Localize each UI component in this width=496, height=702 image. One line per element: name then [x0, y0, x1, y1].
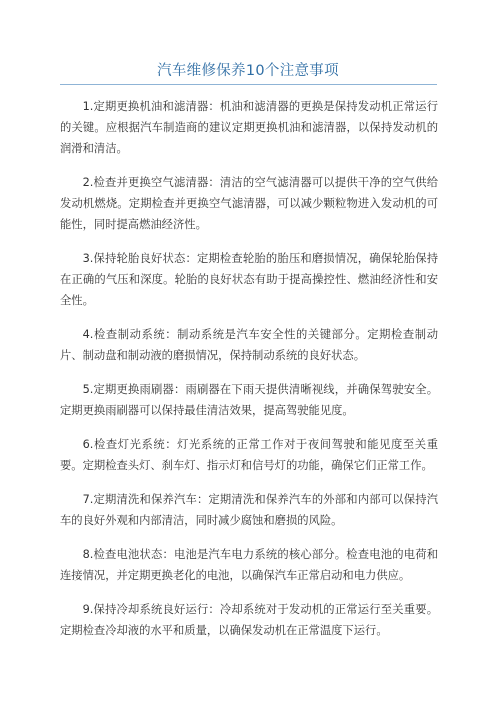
document-title: 汽车维修保养10个注意事项	[157, 63, 339, 79]
paragraph-3: 3.保持轮胎良好状态：定期检查轮胎的胎压和磨损情况，确保轮胎保持在正确的气压和深度。轮胎的良好状态有助于提高操控性、燃油经济性和安全性。	[60, 252, 438, 307]
title-divider	[60, 84, 437, 85]
document-body	[60, 96, 438, 654]
paragraph-6: 6.检查灯光系统：灯光系统的正常工作对于夜间驾驶和能见度至关重要。定期检查头灯、刹车灯、指示灯和信号灯的功能，确保它们正常工作。	[60, 438, 438, 472]
paragraph-2: 2.检查并更换空气滤清器：清洁的空气滤清器可以提供干净的空气供给发动机燃烧。定期检查并更换空气滤清器，可以减少颗粒物进入发动机的可能性，同时提高燃油经济性。	[60, 176, 438, 231]
paragraph-1: 1.定期更换机油和滤清器：机油和滤清器的更换是保持发动机正常运行的关键。应根据汽车制造商的建议定期更换机油和滤清器，以保持发动机的润滑和清洁。	[60, 100, 438, 155]
paragraph-9: 9.保持冷却系统良好运行：冷却系统对于发动机的正常运行至关重要。定期检查冷却液的水平和质量，以确保发动机在正常温度下运行。	[60, 603, 438, 637]
paragraph-5: 5.定期更换雨刷器：雨刷器在下雨天提供清晰视线，并确保驾驶安全。定期更换雨刷器可以保持最佳清洁效果，提高驾驶能见度。	[60, 383, 438, 417]
paragraph-4: 4.检查制动系统：制动系统是汽车安全性的关键部分。定期检查制动片、制动盘和制动液的磨损情况，保持制动系统的良好状态。	[60, 328, 438, 362]
paragraph-7: 7.定期清洗和保养汽车：定期清洗和保养汽车的外部和内部可以保持汽车的良好外观和内部清洁，同时减少腐蚀和磨损的风险。	[60, 493, 438, 527]
paragraph-8: 8.检查电池状态：电池是汽车电力系统的核心部分。检查电池的电荷和连接情况，并定期更换老化的电池，以确保汽车正常启动和电力供应。	[60, 548, 438, 582]
